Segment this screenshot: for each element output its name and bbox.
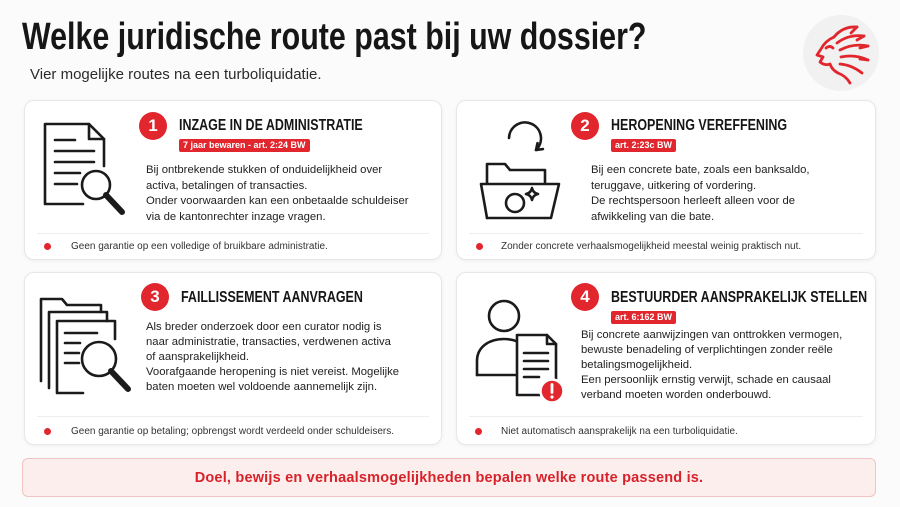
- person-document-warning-icon: [469, 293, 569, 410]
- conclusion-banner: [22, 458, 876, 497]
- description-line: Voorafgaande heropening is niet vereist. Mogelijke: [146, 366, 400, 378]
- route-description: [591, 163, 810, 225]
- folders-search-icon: [35, 291, 135, 401]
- conclusion-text: Doel, bewijs en verhaalsmogelijkheden bepalen welke route passend is.: [194, 469, 704, 486]
- route-title: BESTUURDER AANSPRAKELIJK STELLEN: [611, 289, 868, 306]
- description-line: naar administratie, transacties, verdwenen activa: [146, 336, 391, 348]
- lion-head-logo-icon: [801, 13, 881, 93]
- route-description: [146, 163, 409, 225]
- document-search-icon: [37, 116, 132, 226]
- page-title: Welke juridische route past bij uw dossier?: [22, 16, 647, 58]
- legal-article-badge: art. 6:162 BW: [611, 311, 676, 324]
- description-line: afwikkeling van die bate.: [591, 210, 715, 223]
- route-description: [581, 328, 842, 403]
- route-card-heropening: [456, 100, 876, 260]
- divider: [37, 416, 429, 417]
- description-line: of aansprakelijkheid.: [146, 351, 249, 363]
- description-line: verband moeten worden onderbouwd.: [581, 389, 772, 401]
- description-line: baten moeten wel voldoende aannemelijk zijn.: [146, 381, 378, 393]
- route-number-badge: 2: [571, 112, 599, 140]
- folder-reopen-icon: [473, 114, 568, 229]
- route-card-bestuurder: [456, 272, 876, 445]
- route-caveat: Niet automatisch aansprakelijk na een turboliquidatie.: [501, 426, 738, 437]
- description-line: teruggave, uitkering of vordering.: [591, 179, 757, 192]
- route-description: [146, 320, 399, 395]
- description-line: activa, betalingen of transacties.: [146, 179, 308, 192]
- description-line: De rechtspersoon herleeft alleen voor de: [591, 195, 796, 207]
- route-title: HEROPENING VEREFFENING: [611, 117, 788, 134]
- legal-article-badge: art. 2:23c BW: [611, 139, 676, 152]
- description-line: Onder voorwaarden kan een onbetaalde schuldeiser: [146, 195, 409, 207]
- route-card-faillissement: [24, 272, 442, 445]
- route-number-badge: 3: [141, 283, 169, 311]
- description-line: via de kantonrechter inzage vragen.: [146, 210, 326, 223]
- legal-article-badge: 7 jaar bewaren - art. 2:24 BW: [179, 139, 310, 152]
- page-subtitle: Vier mogelijke routes na een turboliquidatie.: [30, 66, 322, 83]
- description-line: Als breder onderzoek door een curator nodig is: [146, 321, 382, 333]
- description-line: Een persoonlijk ernstig verwijt, schade en causaal: [581, 374, 831, 386]
- route-number-badge: 1: [139, 112, 167, 140]
- bullet-dot: [476, 243, 483, 250]
- divider: [37, 233, 429, 234]
- description-line: Bij ontbrekende stukken of onduidelijkheid over: [146, 164, 383, 176]
- description-line: Bij concrete aanwijzingen van onttrokken vermogen,: [581, 329, 843, 341]
- route-title: FAILLISSEMENT AANVRAGEN: [181, 289, 363, 306]
- divider: [469, 233, 863, 234]
- description-line: betalingsmogelijkheid.: [581, 359, 693, 371]
- lion-logo-svg: [801, 13, 881, 93]
- description-line: bewuste benadeling of verplichtingen zonder reële: [581, 344, 833, 356]
- divider: [469, 416, 863, 417]
- bullet-dot: [44, 243, 51, 250]
- description-line: Bij een concrete bate, zoals een banksaldo,: [591, 164, 810, 176]
- route-title: INZAGE IN DE ADMINISTRATIE: [179, 117, 363, 134]
- route-number-badge: 4: [571, 283, 599, 311]
- route-caveat: Geen garantie op betaling; opbrengst wordt verdeeld onder schuldeisers.: [71, 426, 394, 437]
- route-caveat: Geen garantie op een volledige of bruikbare administratie.: [71, 241, 328, 252]
- bullet-dot: [475, 428, 482, 435]
- route-card-inzage: [24, 100, 442, 260]
- route-caveat: Zonder concrete verhaalsmogelijkheid meestal weinig praktisch nut.: [501, 241, 802, 252]
- bullet-dot: [44, 428, 51, 435]
